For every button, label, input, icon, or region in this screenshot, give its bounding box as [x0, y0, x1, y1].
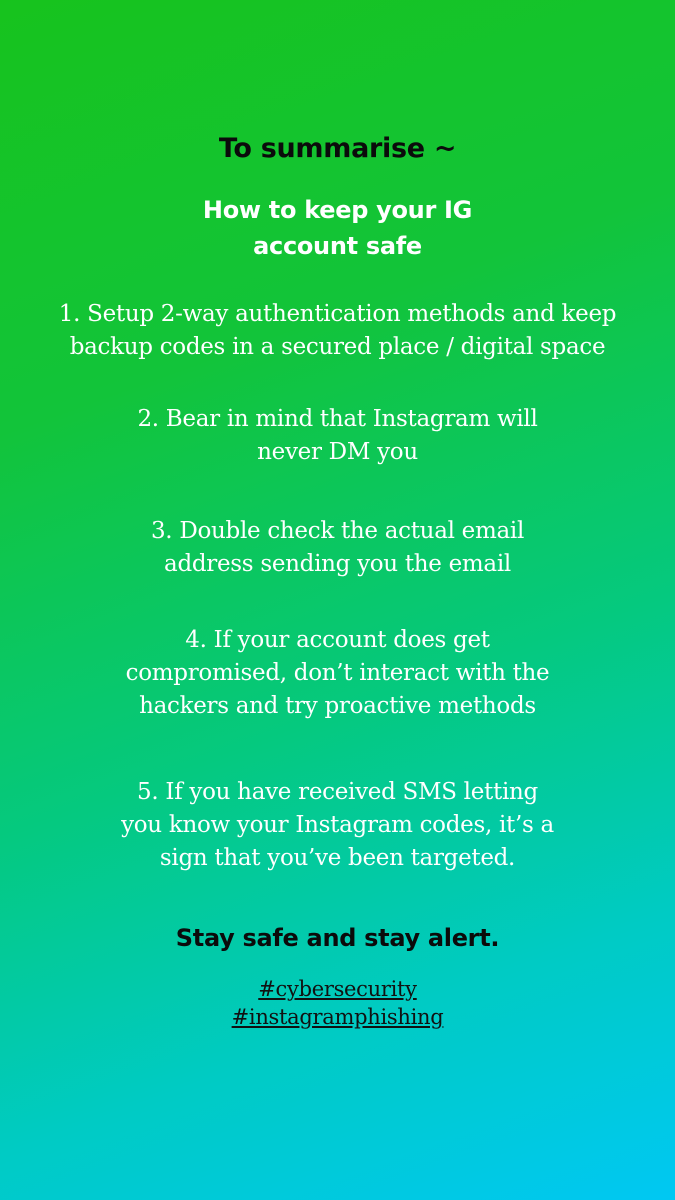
- tip-3: [0, 515, 675, 581]
- tip-line: address sending you the email: [164, 551, 511, 577]
- closing-message: Stay safe and stay alert.: [175, 924, 500, 952]
- tip-line: 3. Double check the actual email: [150, 518, 525, 544]
- tip-line: never DM you: [257, 439, 418, 465]
- tip-line: 5. If you have received SMS letting: [137, 779, 538, 805]
- tip-line: 4. If your account does get: [185, 627, 490, 653]
- subheading-line: account safe: [253, 232, 422, 260]
- summary-heading: To summarise ~: [218, 133, 457, 164]
- tip-2: [0, 403, 675, 469]
- subheading-line: How to keep your IG: [202, 196, 473, 224]
- tip-line: backup codes in a secured place / digital space: [69, 334, 606, 360]
- tip-line: you know your Instagram codes, it’s a: [121, 812, 554, 838]
- tip-line: 1. Setup 2-way authentication methods and keep: [58, 301, 617, 327]
- summary-subheading: [0, 192, 675, 264]
- tip-line: hackers and try proactive methods: [139, 693, 536, 719]
- tip-5: [0, 776, 675, 875]
- tip-line: compromised, don’t interact with the: [125, 660, 550, 686]
- hashtag-cybersecurity[interactable]: #cybersecurity: [258, 977, 417, 1001]
- hashtag-instagramphishing[interactable]: #instagramphishing: [231, 1005, 444, 1029]
- tip-4: [0, 624, 675, 723]
- tip-line: sign that you’ve been targeted.: [159, 845, 516, 871]
- tip-line: 2. Bear in mind that Instagram will: [137, 406, 538, 432]
- hashtag-list: [0, 975, 675, 1031]
- tip-1: [0, 298, 675, 364]
